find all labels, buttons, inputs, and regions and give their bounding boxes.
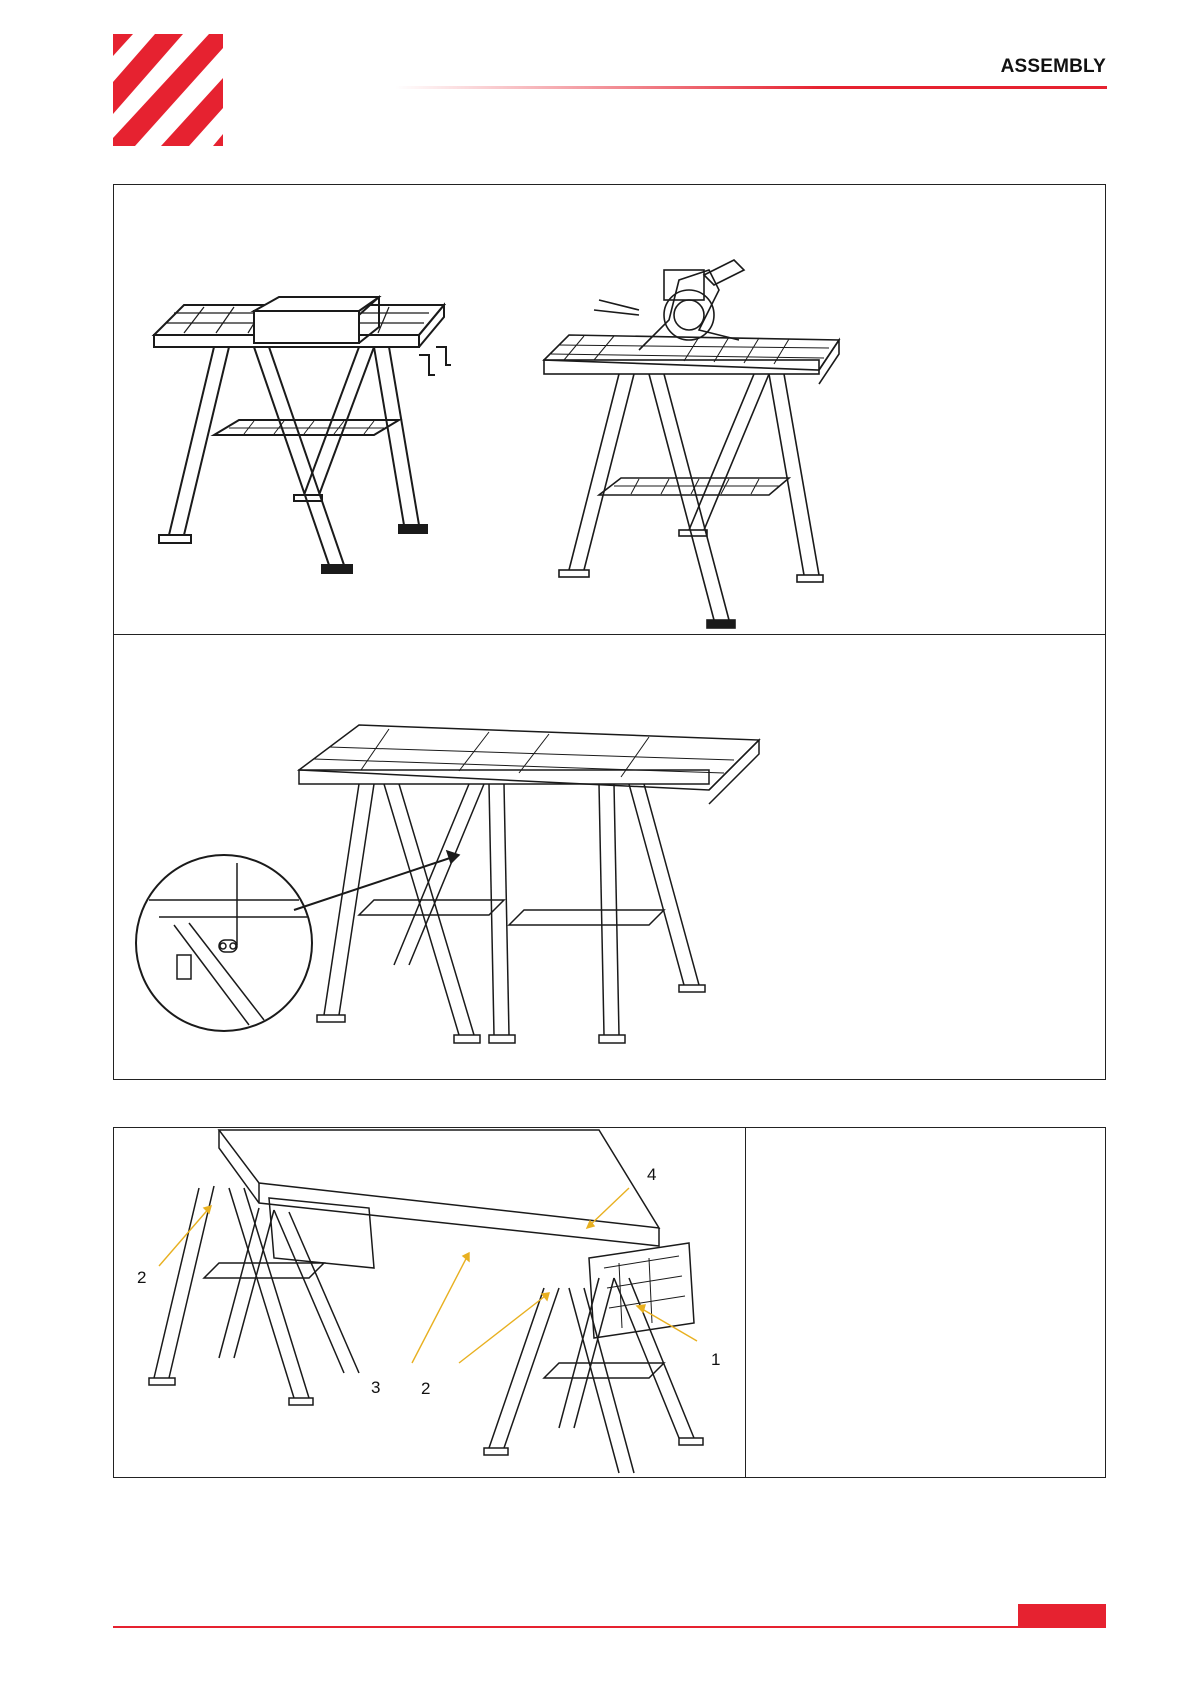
plank-assembly-figure-panel (113, 1127, 1106, 1478)
callout-label-4: 4 (647, 1165, 657, 1184)
workbench-with-miter-saw-illustration (539, 230, 869, 630)
footer-rule (113, 1626, 1106, 1628)
section-title: ASSEMBLY (1000, 56, 1106, 77)
workbench-with-box-illustration (144, 295, 474, 595)
brand-logo-icon (113, 34, 223, 146)
header-rule (395, 86, 1107, 89)
panel-divider (114, 634, 1105, 635)
callout-label-2: 2 (421, 1379, 431, 1398)
callout-label-3: 3 (371, 1378, 381, 1397)
page-number-tab (1018, 1604, 1106, 1628)
assembly-figure-panel (113, 184, 1106, 1080)
callout-label-1: 1 (711, 1350, 721, 1369)
sawhorses-with-plank-illustration (149, 1128, 749, 1478)
callout-label-2: 2 (137, 1268, 147, 1287)
linked-workbenches-illustration (129, 685, 769, 1065)
